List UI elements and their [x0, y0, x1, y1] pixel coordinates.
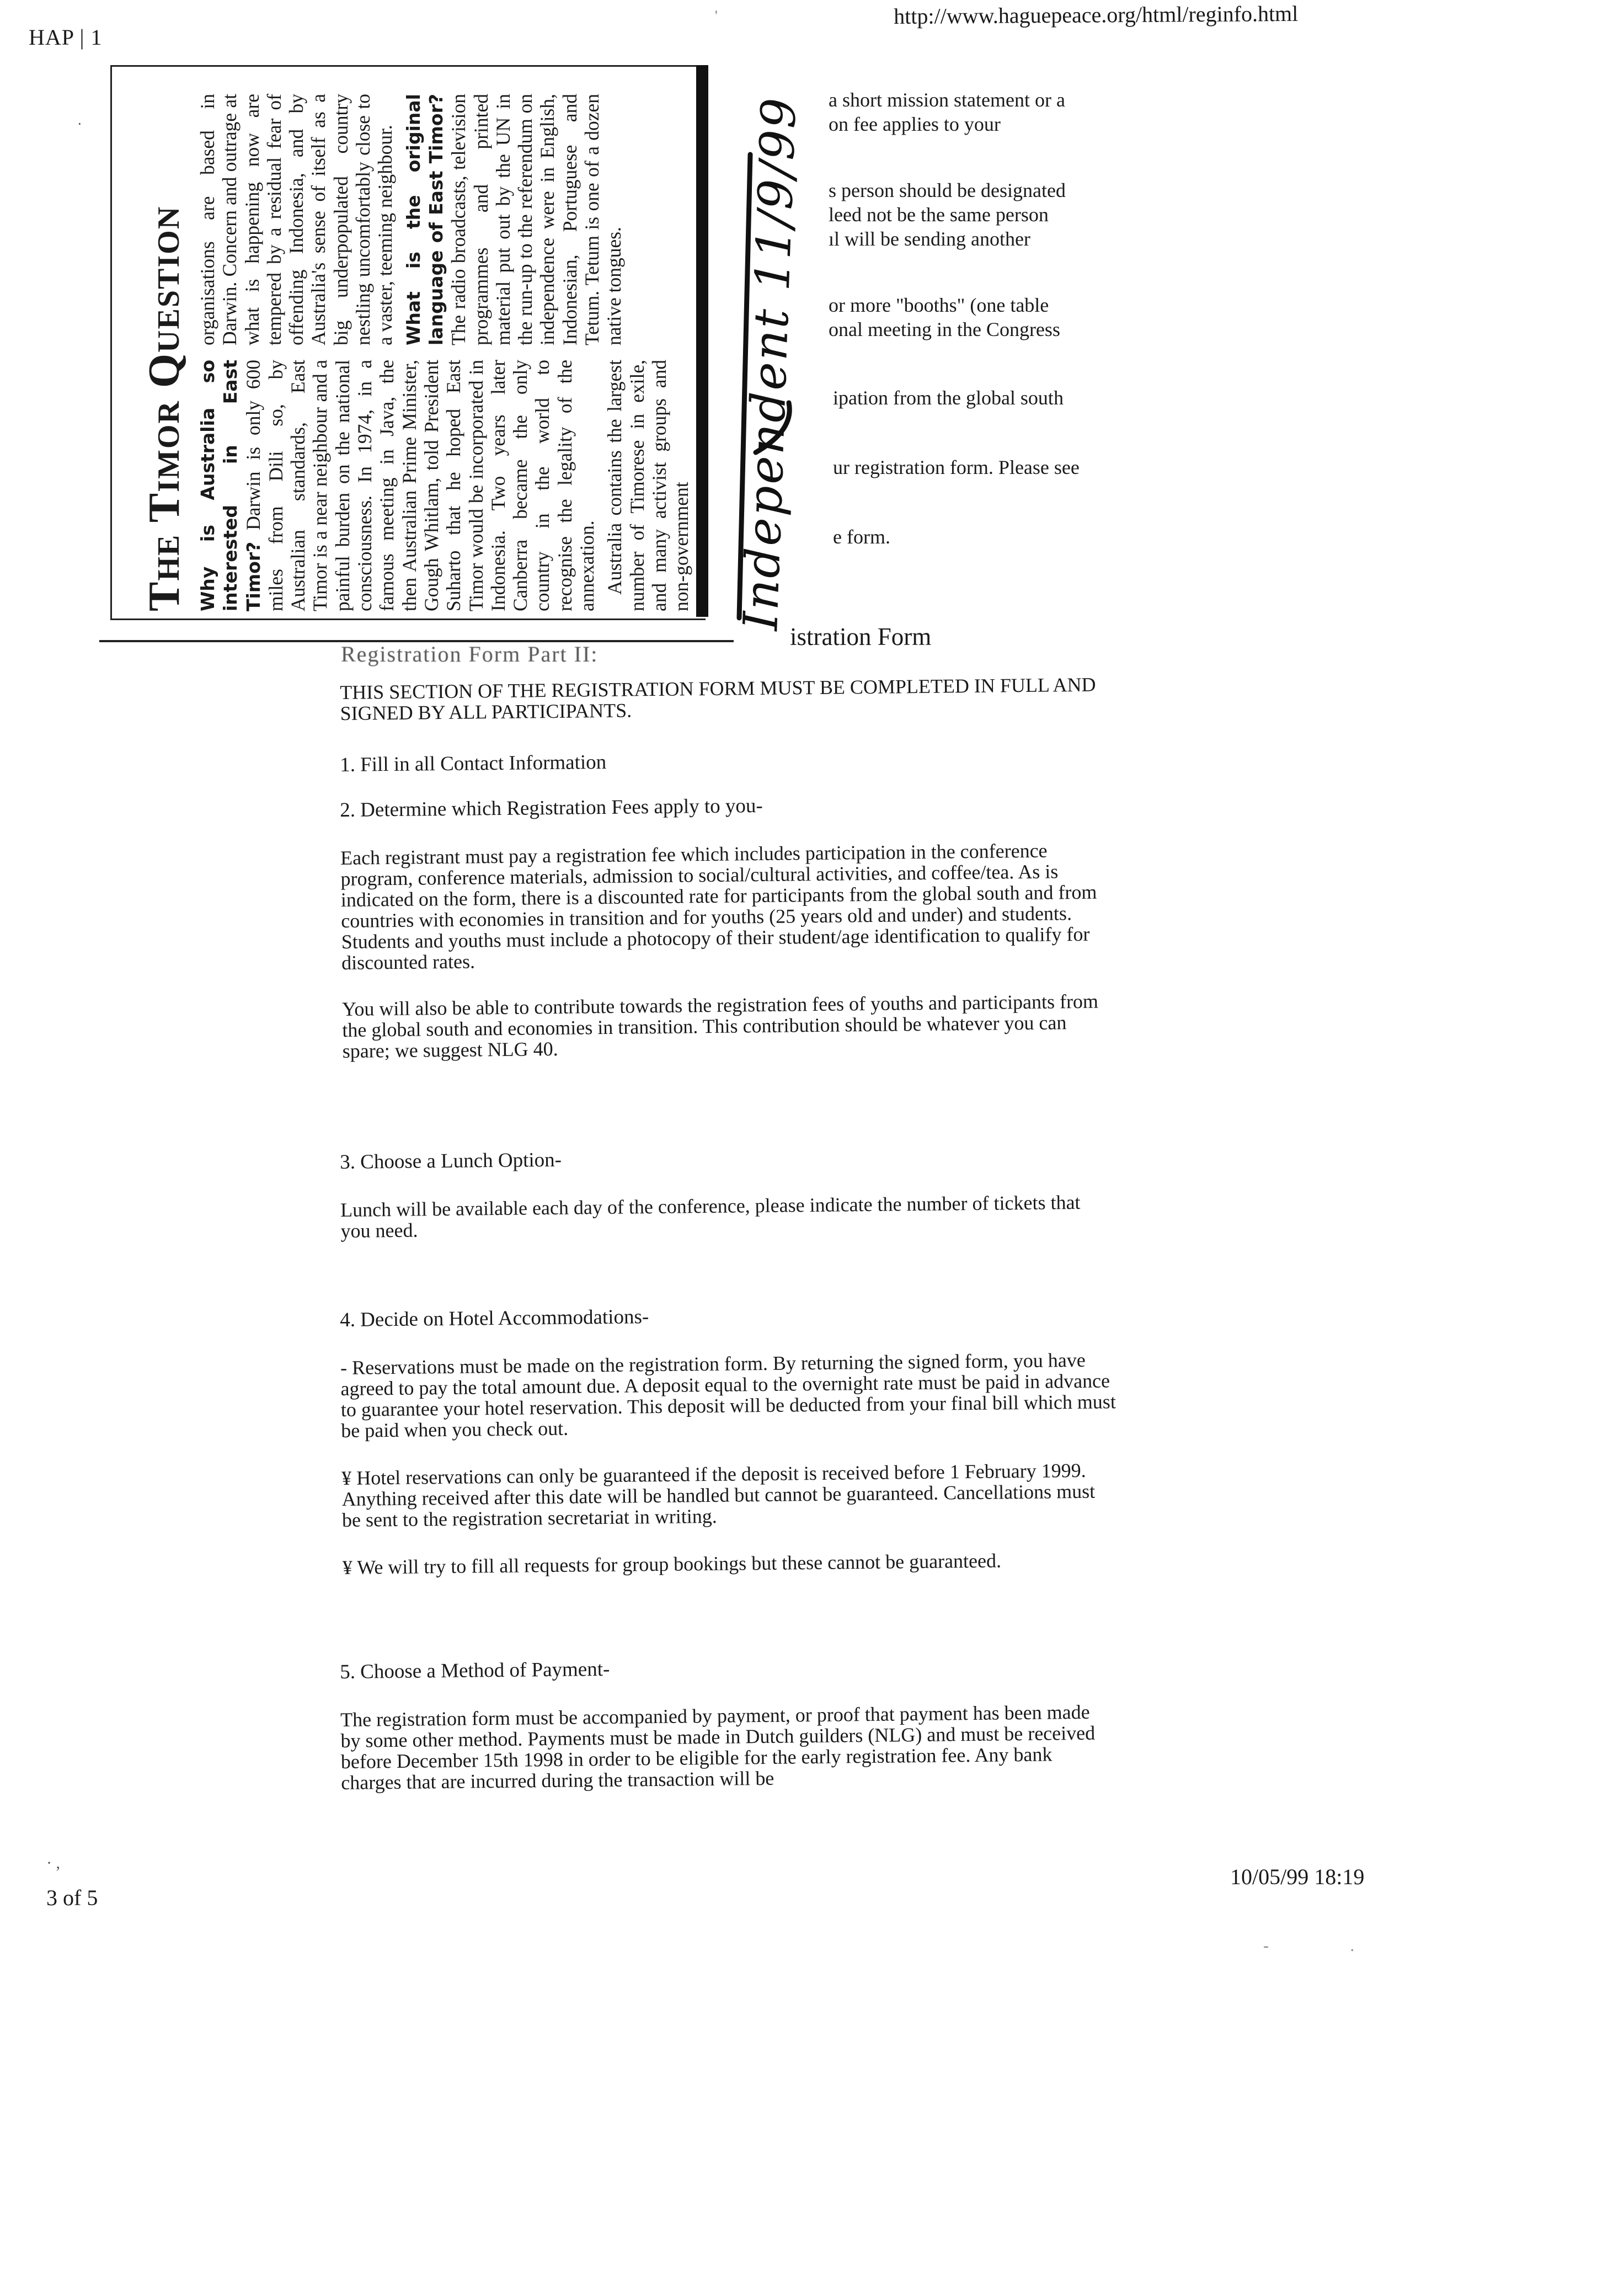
- scan-speck: ': [715, 8, 718, 24]
- fragment-line: s person should be designated: [829, 179, 1066, 201]
- handwriting-underline: [739, 154, 750, 618]
- fragment-line: on fee applies to your: [829, 113, 1001, 135]
- clipping-paragraph: Australia contains the largest number of Timorese in exile, and many activist groups and non-government: [603, 360, 693, 611]
- step-5: [340, 1654, 1135, 1793]
- step-4-heading: 4. Decide on Hotel Accommodations-: [339, 1305, 649, 1331]
- step-3: [340, 1144, 1135, 1241]
- step-2: [340, 792, 1137, 1062]
- clipping-answer: Darwin is only 600 miles from Dili so, by Australian standards, East Timor is a near neighbour and a painful burden on the national consciousness. In 1974, in a famous meeting in Java, the then Australian Prime Minister, Gough Whitlam, told President Suharto that he hoped East Timor would be incorporated in Indonesia. Two years later Canberra became the only country in the world to recognise the legality of the annexation.: [242, 360, 599, 611]
- clipping-question: Why is Australia so interested in East Timor?: [197, 360, 264, 611]
- newspaper-clipping: [135, 82, 693, 611]
- step-4: [340, 1302, 1137, 1578]
- print-datetime: 10/05/99 18:19: [1230, 1864, 1365, 1889]
- step-2-paragraph: Each registrant must pay a registration fee which includes participation in the conference program, conference materials, admission to social/cultural activities, and coffee/tea. As is indicated on the form, there is a discounted rate for participants from the global south and from countries with economies in transition and for youths (25 years old and under) and students. Students and youths must include a photocopy of their student/age identification to qualify for discounted rates.: [340, 839, 1097, 974]
- clipping-columns: [196, 82, 698, 611]
- obscured-heading: Registration Form Part II:: [341, 642, 599, 667]
- step-2-paragraph: You will also be able to contribute towards the registration fees of youths and participants from the global south and economies in transition. This contribution should be whatever you can spare; we suggest NLG 40.: [341, 990, 1099, 1062]
- step-3-heading: 3. Choose a Lunch Option-: [339, 1148, 562, 1174]
- page-number: 3 of 5: [46, 1885, 98, 1910]
- page-url: http://www.haguepeace.org/html/reginfo.html: [894, 1, 1299, 29]
- step-4-paragraph: ¥ Hotel reservations can only be guaranteed if the deposit is received before 1 February 1999. Anything received after this date will be handled but cannot be guaranteed. Cancellations must be sent to the registration secretariat in writing.: [341, 1459, 1096, 1531]
- fragment-line: or more "booths" (one table: [829, 294, 1049, 316]
- step-2-heading: 2. Determine which Registration Fees apply to you-: [339, 794, 763, 822]
- step-4-paragraph: ¥ We will try to fill all requests for group bookings but these cannot be guaranteed.: [342, 1549, 1002, 1579]
- section-heading-fragment: istration Form: [790, 623, 932, 651]
- step-5-paragraph: The registration form must be accompanied by payment, or proof that payment has been made by some other method. Payments must be made in Dutch guilders (NLG) and must be received before December 15th 1998 in order to be eligible for the early registration fee. Any bank charges that are incurred during the transaction will be: [340, 1700, 1096, 1794]
- clipping-paragraph: organisations are based in Darwin. Concern and outrage at what is happening now are tempered by a residual fear of offending Indonesia, and by Australia's sense of itself as a big underpopulated country nestling uncomfortably close to a vaster, teeming neighbour.: [196, 94, 397, 345]
- scan-specks: · ,: [46, 1854, 60, 1872]
- clipping-paragraph: [196, 360, 598, 611]
- intro-text: [340, 674, 1135, 724]
- intro-paragraph: THIS SECTION OF THE REGISTRATION FORM MUST BE COMPLETED IN FULL AND SIGNED BY ALL PARTICIPANTS.: [339, 673, 1096, 724]
- fragment-line: leed not be the same person: [829, 204, 1049, 226]
- clipping-question: What is the original language of East Timor?: [402, 94, 447, 345]
- fragment-line: ipation from the global south: [833, 387, 1064, 409]
- step-1-heading: 1. Fill in all Contact Information: [339, 750, 607, 776]
- step-4-paragraph: - Reservations must be made on the registration form. By returning the signed form, you have agreed to pay the total amount due. A deposit equal to the overnight rate must be paid in advance to guarantee your hotel reservation. This deposit will be deducted from your final bill which must be paid when you check out.: [340, 1348, 1116, 1442]
- handwritten-note: Independent 11/9/99: [733, 95, 807, 632]
- clipping-title: [135, 82, 196, 611]
- page-header-label: HAP | 1: [29, 25, 103, 50]
- clipping-paragraph: [402, 94, 626, 345]
- fragment-line: ur registration form. Please see: [833, 456, 1080, 478]
- step-5-heading: 5. Choose a Method of Payment-: [339, 1657, 610, 1683]
- clipping-column-1: [196, 360, 698, 611]
- scan-speck: ·: [77, 116, 82, 132]
- clipping-title-text: The Timor Question: [140, 205, 189, 611]
- fragment-line: onal meeting in the Congress: [829, 318, 1060, 340]
- clipping-column-2: [196, 94, 698, 345]
- fragment-line: e form.: [833, 526, 890, 548]
- clipping-answer: The radio broadcasts, television programmes and printed material put out by the UN in the run-up to the referendum on independence were in English, Indonesian, Portuguese and Tetum. Tetum is one of a dozen native tongues.: [447, 94, 626, 345]
- fragment-line: ıl will be sending another: [829, 228, 1030, 250]
- fragment-line: a short mission statement or a: [829, 89, 1065, 111]
- step-1: [340, 747, 1134, 776]
- handwriting-hook: [756, 403, 789, 452]
- scan-specks: - .: [1263, 1937, 1393, 1955]
- step-3-paragraph: Lunch will be available each day of the conference, please indicate the number of tickets that you need.: [340, 1191, 1081, 1242]
